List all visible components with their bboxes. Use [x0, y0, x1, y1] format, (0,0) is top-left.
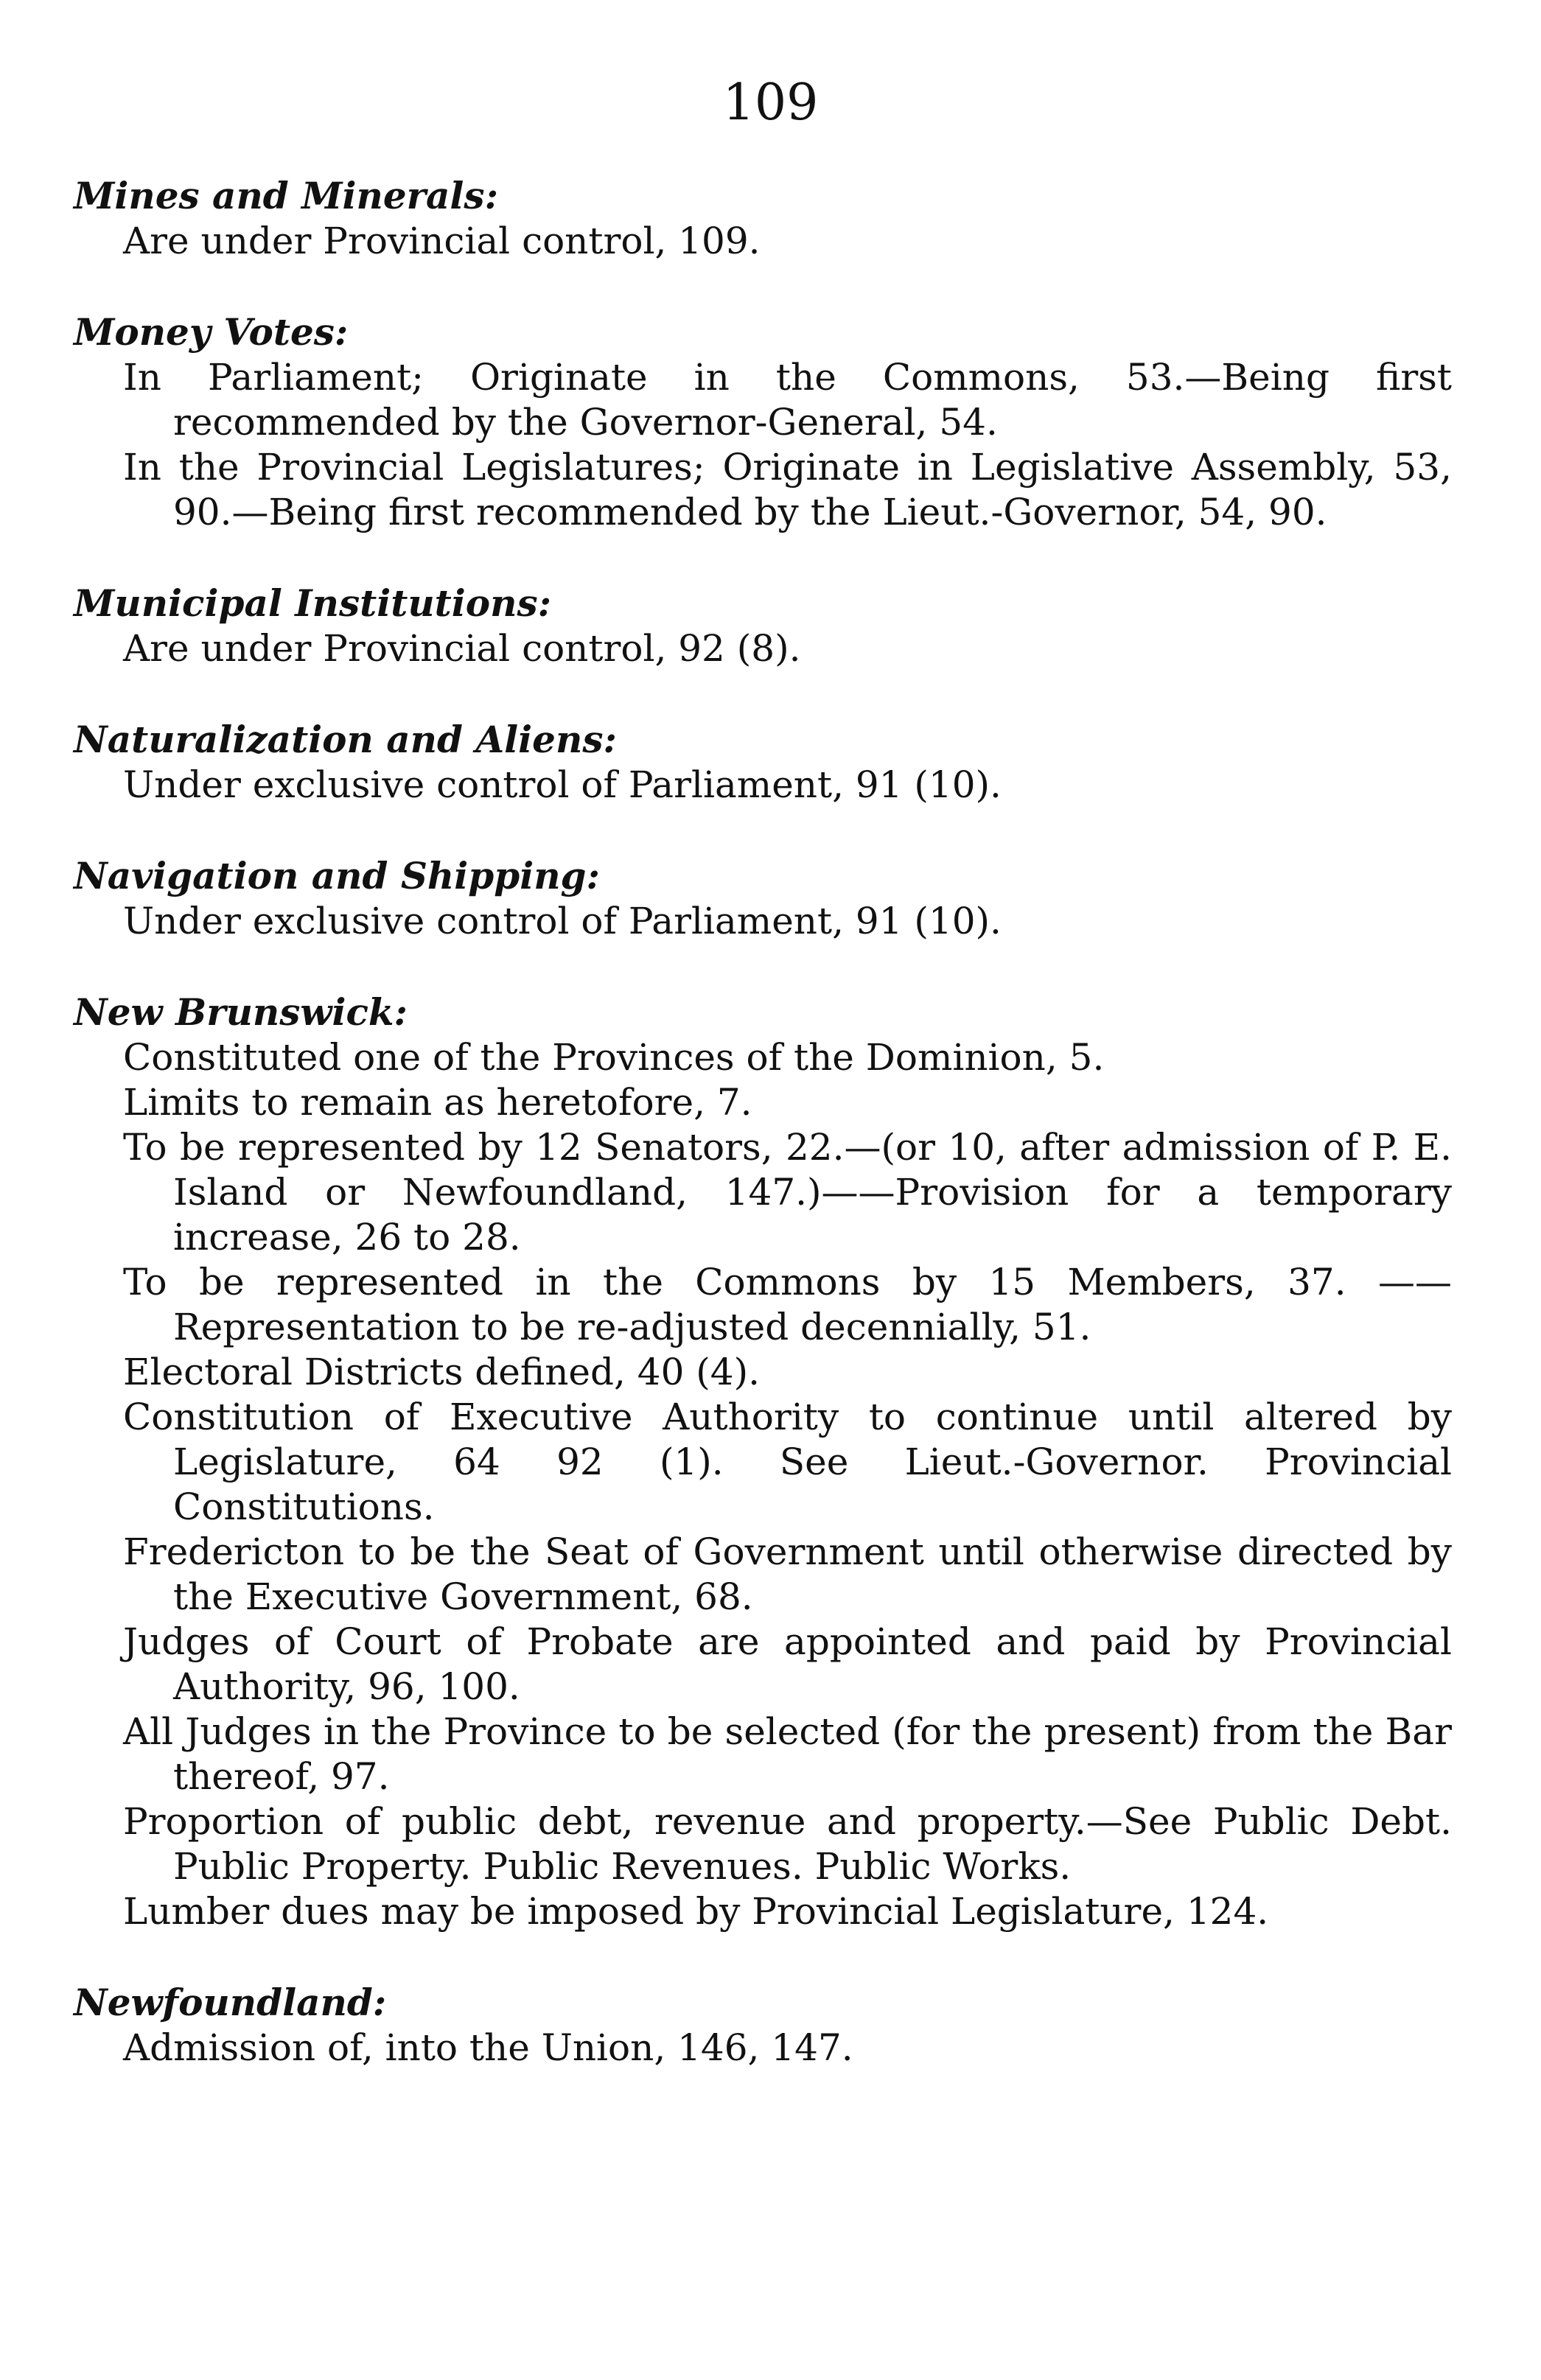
index-entry: Judges of Court of Probate are appointed and paid by Provincial Authority, 96, 100.	[123, 1620, 1452, 1708]
index-entry: Proportion of public debt, revenue and property.—See Public Debt. Public Property. Public Revenues. Public Works.	[123, 1800, 1452, 1888]
index-content	[74, 173, 1452, 2116]
index-entry: To be represented by 12 Senators, 22.—(or 10, after admission of P. E. Island or Newfoundland, 147.)——Provision for a temporary increase, 26 to 28.	[123, 1126, 1452, 1259]
index-entry: Constitution of Executive Authority to continue until altered by Legislature, 64 92 (1). See Lieut.-Governor. Provincial Constitutions.	[123, 1396, 1452, 1528]
index-entry: Fredericton to be the Seat of Government until otherwise directed by the Executive Government, 68.	[123, 1530, 1452, 1618]
index-entry: Lumber dues may be imposed by Provincial Legislature, 124.	[123, 1890, 1269, 1933]
index-entry: To be represented in the Commons by 15 Members, 37. ——Representation to be re-adjusted decennially, 51.	[123, 1261, 1452, 1348]
index-section-naturalization	[74, 717, 1452, 808]
index-entry: Are under Provincial control, 109.	[123, 220, 761, 262]
index-entry: Constituted one of the Provinces of the Dominion, 5.	[123, 1036, 1105, 1079]
section-heading: Mines and Minerals:	[74, 174, 499, 217]
index-section-new-brunswick	[74, 990, 1452, 1934]
section-heading: Money Votes:	[74, 310, 349, 354]
section-heading: New Brunswick:	[74, 990, 408, 1034]
index-section-money-votes	[74, 309, 1452, 535]
index-entry: Limits to remain as heretofore, 7.	[123, 1081, 752, 1124]
index-entry: Under exclusive control of Parliament, 91 (10).	[123, 763, 1002, 806]
index-section-newfoundland	[74, 1980, 1452, 2071]
index-entry: Electoral Districts defined, 40 (4).	[123, 1351, 761, 1393]
index-entry: Under exclusive control of Parliament, 91 (10).	[123, 900, 1002, 942]
section-heading: Newfoundland:	[74, 1981, 387, 2024]
index-entry: All Judges in the Province to be selected (for the present) from the Bar thereof, 97.	[123, 1710, 1452, 1798]
index-entry: In the Provincial Legislatures; Originate in Legislative Assembly, 53, 90.—Being first recommended by the Lieut.-Governor, 54, 90.	[123, 446, 1452, 533]
page-number: 109	[722, 74, 819, 132]
section-heading: Municipal Institutions:	[74, 581, 552, 625]
index-section-navigation	[74, 853, 1452, 944]
index-entry: Admission of, into the Union, 146, 147.	[123, 2026, 853, 2069]
index-entry: Are under Provincial control, 92 (8).	[123, 627, 801, 670]
section-heading: Navigation and Shipping:	[74, 854, 600, 897]
index-section-mines	[74, 173, 1452, 264]
index-section-municipal	[74, 581, 1452, 671]
section-heading: Naturalization and Aliens:	[74, 718, 617, 761]
index-entry: In Parliament; Originate in the Commons, 53.—Being first recommended by the Governor-General, 54.	[123, 356, 1452, 444]
